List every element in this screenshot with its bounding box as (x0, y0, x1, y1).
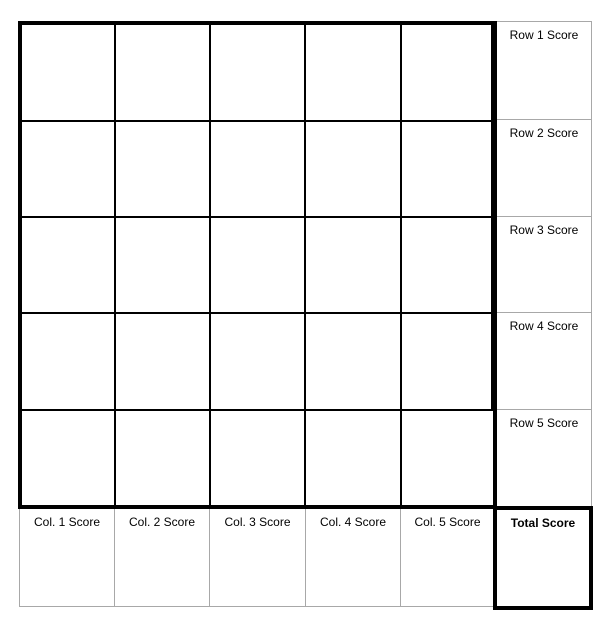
row-score-1[interactable] (497, 21, 592, 120)
grid-cell-r5c3[interactable] (211, 411, 306, 505)
col-score-label: Col. 5 Score (414, 515, 481, 529)
row-score-label: Row 2 Score (509, 126, 579, 140)
grid-cell-r3c4[interactable] (306, 218, 402, 314)
grid-cell-r2c5[interactable] (402, 122, 493, 218)
row-score-label: Row 5 Score (509, 416, 579, 430)
grid-cell-r2c4[interactable] (306, 122, 402, 218)
grid-cell-r5c1[interactable] (22, 411, 116, 505)
row-score-label: Row 1 Score (509, 28, 579, 42)
grid-cell-r5c2[interactable] (116, 411, 211, 505)
grid-cell-r4c1[interactable] (22, 314, 116, 411)
grid-cell-r1c2[interactable] (116, 25, 211, 122)
row-score-3[interactable] (497, 217, 592, 313)
grid-cell-r3c5[interactable] (402, 218, 493, 314)
grid-cell-r3c3[interactable] (211, 218, 306, 314)
grid-cell-r2c1[interactable] (22, 122, 116, 218)
row-score-5[interactable] (497, 410, 592, 506)
row-score-2[interactable] (497, 120, 592, 217)
col-score-4[interactable] (306, 509, 401, 607)
grid-cell-r2c3[interactable] (211, 122, 306, 218)
col-score-label: Col. 4 Score (319, 515, 387, 529)
col-score-label: Col. 2 Score (128, 515, 196, 529)
col-score-3[interactable] (210, 509, 306, 607)
grid-cell-r2c2[interactable] (116, 122, 211, 218)
grid-cell-r3c1[interactable] (22, 218, 116, 314)
total-score-label: Total Score (510, 516, 576, 530)
grid-cell-r1c3[interactable] (211, 25, 306, 122)
col-score-5[interactable] (401, 509, 495, 607)
grid-cell-r1c5[interactable] (402, 25, 493, 122)
total-score-cell[interactable] (497, 510, 589, 606)
col-score-label: Col. 1 Score (33, 515, 101, 529)
grid-cell-r5c5[interactable] (402, 411, 493, 505)
grid-cell-r4c3[interactable] (211, 314, 306, 411)
row-score-label: Row 3 Score (509, 223, 579, 237)
grid-cell-r4c2[interactable] (116, 314, 211, 411)
row-score-label: Row 4 Score (509, 319, 579, 333)
col-score-label: Col. 3 Score (224, 515, 291, 529)
row-score-4[interactable] (497, 313, 592, 410)
grid-cell-r4c4[interactable] (306, 314, 402, 411)
col-score-1[interactable] (19, 509, 115, 607)
col-score-2[interactable] (115, 509, 210, 607)
grid-cell-r3c2[interactable] (116, 218, 211, 314)
grid-cell-r1c4[interactable] (306, 25, 402, 122)
grid-cell-r5c4[interactable] (306, 411, 402, 505)
grid-cell-r4c5[interactable] (402, 314, 493, 411)
grid-cell-r1c1[interactable] (22, 25, 116, 122)
